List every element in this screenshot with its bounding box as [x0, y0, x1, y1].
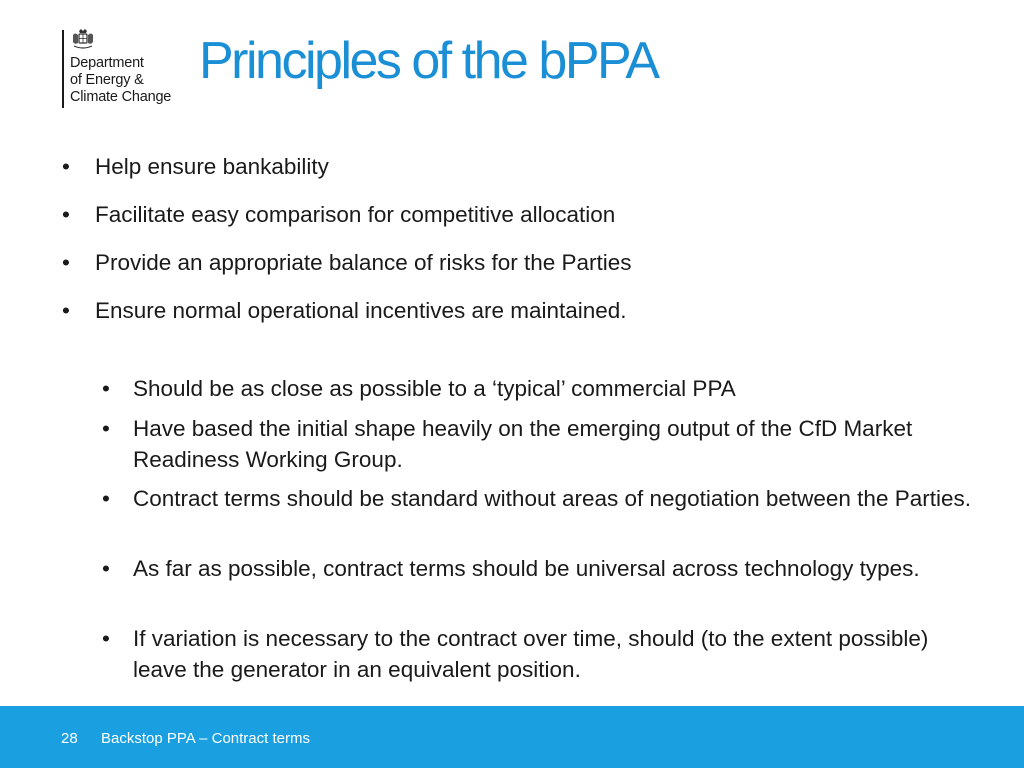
sub-bullet-text: As far as possible, contract terms should be universal across technology types. [133, 556, 920, 581]
bullet-marker: • [62, 298, 70, 323]
main-bullet-text: Ensure normal operational incentives are maintained. [95, 298, 627, 323]
bullet-marker: • [102, 376, 110, 401]
footer-bar [0, 706, 1024, 768]
royal-crest-icon [70, 28, 96, 52]
bullet-marker: • [62, 154, 70, 179]
sub-bullet-item [102, 553, 982, 584]
logo-text [70, 55, 171, 106]
bullet-marker: • [102, 626, 110, 651]
bullet-marker: • [62, 202, 70, 227]
footer-label: Backstop PPA – Contract terms [101, 730, 310, 747]
logo-line: of Energy & [70, 72, 144, 88]
sub-bullet-text: Should be as close as possible to a ‘typical’ commercial PPA [133, 376, 736, 401]
logo-divider [62, 30, 64, 108]
slide-title: Principles of the bPPA [199, 32, 658, 90]
logo-line: Department [70, 55, 144, 71]
sub-bullet-text: Have based the initial shape heavily on the emerging output of the CfD Market Readiness Working Group. [133, 416, 913, 472]
sub-bullet-item [102, 413, 962, 475]
bullet-marker: • [102, 416, 110, 441]
bullet-marker: • [62, 250, 70, 275]
bullet-marker: • [102, 486, 110, 511]
page-number: 28 [61, 730, 78, 747]
bullet-marker: • [102, 556, 110, 581]
main-bullet-text: Help ensure bankability [95, 154, 329, 179]
department-logo [62, 28, 192, 110]
main-bullet-text: Facilitate easy comparison for competitive allocation [95, 202, 616, 227]
sub-bullet-item [102, 623, 962, 685]
main-bullet-text: Provide an appropriate balance of risks for the Parties [95, 250, 632, 275]
logo-line: Climate Change [70, 89, 172, 105]
sub-bullet-item [102, 483, 982, 514]
sub-bullet-text: Contract terms should be standard without areas of negotiation between the Parties. [133, 486, 971, 511]
sub-bullet-item [102, 373, 982, 404]
sub-bullet-text: If variation is necessary to the contract over time, should (to the extent possible) leave the generator in an equivalent position. [133, 626, 929, 682]
